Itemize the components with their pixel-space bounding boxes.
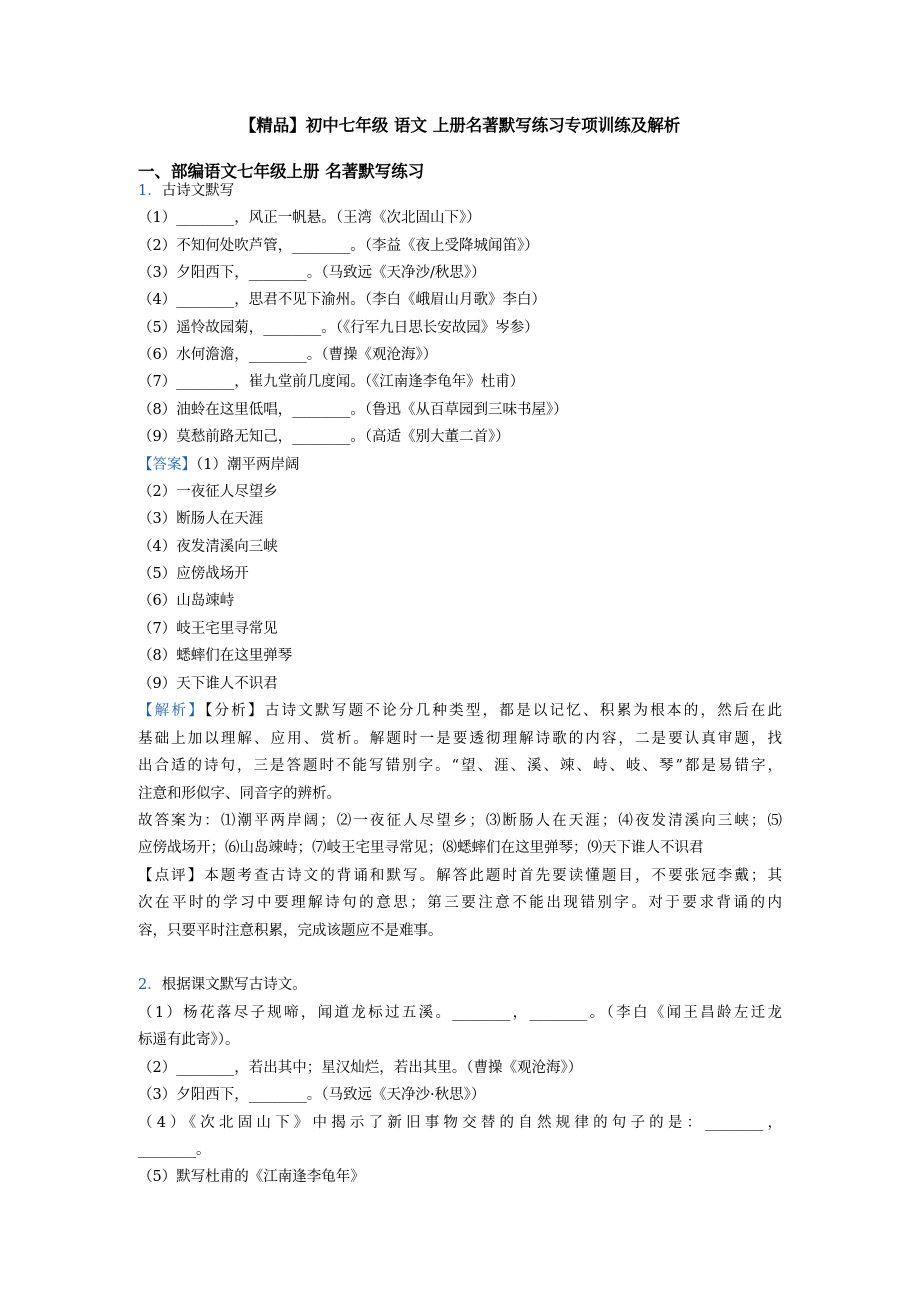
question-item: （2）________，若出其中；星汉灿烂，若出其里。（曹操《观沧海》） — [138, 1060, 583, 1076]
question-item: （5）遥怜故园菊，________。（《行军九日思长安故园》岑参） — [138, 320, 539, 336]
answer-line: （9）天下谁人不识君 — [138, 676, 278, 692]
comment-line: 次在平时的学习中要理解诗句的意思；第三要注意不能出现错别字。对于要求背诵的内 — [138, 895, 782, 911]
question-number: 1． — [138, 183, 162, 199]
question-item: （4）《次北固山下》中揭示了新旧事物交替的自然规律的句子的是：________， — [138, 1115, 782, 1131]
question-item: （7）________，崔九堂前几度闻。（《江南逢李龟年》杜甫） — [138, 374, 525, 390]
question-item: 标遥有此寄》）。 — [138, 1032, 240, 1048]
analysis-text: 【分析】古诗文默写题不论分几种类型，都是以记忆、积累为根本的，然后在此 — [205, 703, 783, 719]
question-item: （8）油蛉在这里低唱，________。（鲁迅《从百草园到三味书屋》） — [138, 402, 568, 418]
answer-line: （2）一夜征人尽望乡 — [138, 484, 278, 500]
analysis-line: 出合适的诗句，三是答题时不能写错别字。“望、涯、溪、竦、峙、岐、琴”都是易错字， — [138, 758, 782, 774]
question-item: （5）默写杜甫的《江南逢李龟年》 — [138, 1169, 365, 1185]
question-text: 古诗文默写 — [161, 183, 235, 199]
answer-line: （6）山岛竦峙 — [138, 593, 235, 609]
question-item: ________。 — [138, 1142, 211, 1158]
question-number: 2． — [138, 977, 162, 993]
answer-text: （1）潮平两岸阔 — [196, 457, 300, 473]
analysis-tag: 【解析】 — [138, 703, 206, 719]
question-item: （3）夕阳西下，________。（马致远《天净沙/秋思》） — [138, 265, 486, 281]
final-answer-line: 故答案为：⑴潮平两岸阔；⑵一夜征人尽望乡；⑶断肠人在天涯；⑷夜发清溪向三峡；⑸ — [138, 813, 782, 829]
answer-line — [138, 455, 299, 475]
question-text: 根据课文默写古诗文。 — [161, 977, 307, 993]
answer-tag: 【答案】 — [138, 457, 196, 473]
analysis-line: 注意和形似字、同音字的辨析。 — [138, 786, 341, 802]
question-item: （4）________，思君不见下渝州。（李白《峨眉山月歌》李白） — [138, 292, 546, 308]
analysis-line — [138, 701, 782, 721]
final-answer-line: 应傍战场开；⑹山岛竦峙；⑺岐王宅里寻常见；⑻蟋蟀们在这里弹琴；⑼天下谁人不识君 — [138, 840, 704, 856]
question-1-heading — [138, 181, 234, 201]
document-title: 【精品】初中七年级 语文 上册名著默写练习专项训练及解析 — [239, 116, 681, 135]
question-item: （6）水何澹澹，________。（曹操《观沧海》） — [138, 347, 438, 363]
answer-line: （8）蟋蟀们在这里弹琴 — [138, 648, 293, 664]
answer-line: （3）断肠人在天涯 — [138, 511, 264, 527]
question-2-heading — [138, 975, 307, 995]
question-item: （1）杨花落尽子规啼，闻道龙标过五溪。________，________。（李白《闻王昌龄左迁龙 — [138, 1005, 782, 1021]
question-item: （2）不知何处吹芦管，________。（李益《夜上受降城闻笛》） — [138, 238, 539, 254]
answer-line: （4）夜发清溪向三峡 — [138, 539, 278, 555]
analysis-line: 基础上加以理解、应用、赏析。解题时一是要透彻理解诗歌的内容，二是要认真审题，找 — [138, 731, 782, 747]
section-heading: 一、部编语文七年级上册 名著默写练习 — [138, 162, 425, 181]
comment-line: 【点评】本题考查古诗文的背诵和默写。解答此题时首先要读懂题目，不要张冠李戴；其 — [138, 868, 782, 884]
answer-line: （5）应傍战场开 — [138, 566, 249, 582]
question-item: （1）________，风正一帆悬。（王湾《次北固山下》） — [138, 210, 481, 226]
answer-line: （7）岐王宅里寻常见 — [138, 621, 278, 637]
question-item: （3）夕阳西下，________。（马致远《天净沙·秋思》） — [138, 1087, 486, 1103]
comment-line: 容，只要平时注意积累，完成该题应不是难事。 — [138, 923, 443, 939]
question-item: （9）莫愁前路无知己，________。（高适《别大董二首》） — [138, 429, 510, 445]
